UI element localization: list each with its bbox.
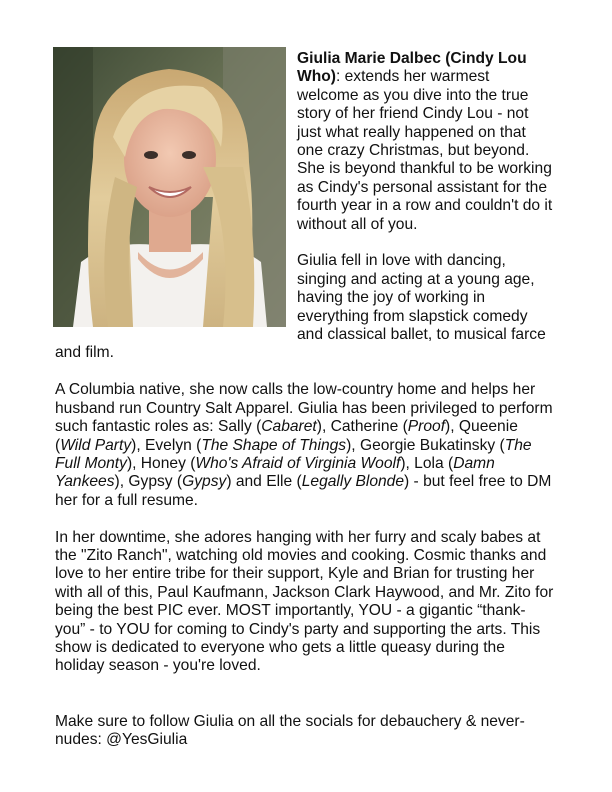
intro-text: : extends her warmest welcome as you dive into the true story of her friend Cindy Lou - not just what really happened on that one crazy Christmas, but beyond. She is beyond thankful to be working as Cindy's personal assistant for the fourth year in a row and couldn't do it without all of you. — [297, 68, 553, 233]
roles-text: ), Catherine ( — [316, 418, 408, 436]
roles-text: ), Georgie Bukatinsky ( — [346, 436, 505, 454]
background-text: Giulia fell in love with dancing, singing and acting at a young age, having the joy of working in everything from slapstick comedy and classical ballet, to musical farce and film. — [55, 252, 546, 362]
bio-text — [55, 50, 555, 768]
thanks-text: In her downtime, she adores hanging with her furry and scaly babes at the "Zito Ranch", watching old movies and cooking. Cosmic thanks and love to her entire tribe for their support, Kyle and Brian for trusting her with all of this, Paul Kaufmann, Jackson Clark Haywood, and Mr. Zito for being the best PIC ever. MOST importantly, YOU - a gigantic “thank-you” - to YOU for coming to Cindy's party and supporting the arts. This show is dedicated to everyone who gets a little queasy during the holiday season - you're loved. — [55, 528, 554, 675]
performer-name: Giulia Marie Dalbec (Cindy Lou Who) — [297, 50, 527, 86]
show-title: Damn Yankees — [55, 454, 495, 491]
show-title: Wild Party — [60, 436, 132, 454]
roles-paragraph — [55, 381, 555, 510]
show-title: The Full Monty — [55, 436, 532, 472]
socials-paragraph — [55, 713, 555, 750]
show-title: Proof — [407, 418, 446, 436]
show-title: Cabaret — [261, 418, 317, 436]
roles-text: ), Evelyn ( — [131, 436, 202, 454]
photo-spacer — [55, 50, 297, 333]
roles-tail: ) - but feel free to DM her for a full resume. — [55, 473, 552, 509]
roles-text: ), Honey ( — [126, 454, 196, 472]
show-title: The Shape of Things — [201, 436, 347, 454]
thanks-paragraph — [55, 529, 555, 676]
show-title: Gypsy — [182, 473, 227, 491]
roles-text: ), Gypsy ( — [114, 473, 183, 491]
roles-text: ), Queenie ( — [55, 418, 518, 454]
socials-text: Make sure to follow Giulia on all the socials for debauchery & never-nudes: @YesGiulia — [55, 712, 525, 749]
show-title: Who's Afraid of Virginia Woolf — [195, 454, 401, 472]
roles-text: ) and Elle ( — [226, 473, 302, 491]
show-title: Legally Blonde — [301, 473, 405, 491]
roles-lead: A Columbia native, she now calls the low-country home and helps her husband run Country Salt Apparel. Giulia has been privileged to perform such fantastic roles as: Sally ( — [55, 381, 553, 436]
roles-text: ), Lola ( — [400, 454, 454, 472]
